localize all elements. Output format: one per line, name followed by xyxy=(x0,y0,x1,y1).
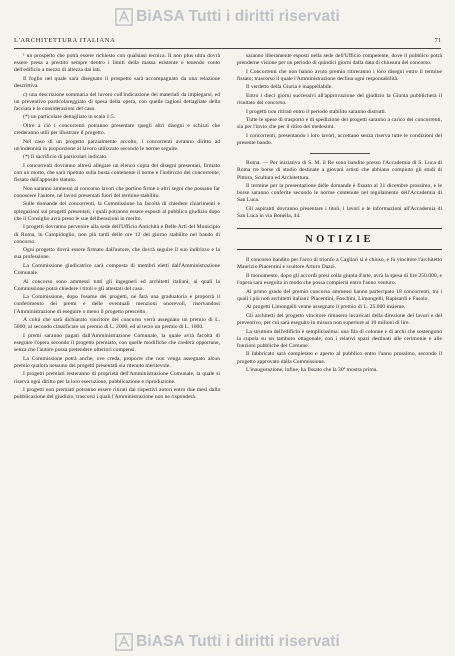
paragraph: I progetti premiati resteranno di proprietà dell'Amministrazione Comunale, la quale si riserva ogni diritto per la loro esecuzione, pubblicazione e riproduzione. xyxy=(14,371,220,385)
paragraph: c) una descrizione sommaria del lavoro coll'indicazione dei materiali da impiegarsi, ed un preventivo particolareggiato di spesa della opera, con quelle ragioni dettagliate della facciata e le considerazioni del caso. xyxy=(14,91,220,112)
paragraph: Ogni progetto dovrà essere firmato dall'autore, che dovrà seguire il suo indirizzo e la sua professione. xyxy=(14,247,220,261)
paragraph: Non saranno ammessi al concorso lavori che portino firme o altri segni che possano far conoscere l'autore, né lavori presentati fuori del termine stabilito. xyxy=(14,185,220,199)
paragraph: ¹ un prospetto che potrà essere richiesto con qualsiasi tecnica. Il non plus ultra dovrà essere presa a prestito sempre dentro i limiti della massa esistente e tenendo conto dell'edificio a mezzo di altezza dai lati. xyxy=(14,53,220,74)
paragraph: I progetti non premiati potranno essere ritirati dai rispettivi autori entro due mesi dalla pubblicazione del giudizio, trascorsi i quali l'Amministrazione non ne risponderà. xyxy=(14,387,220,401)
paragraph: A colui che sarà dichiarato vincitore del concorso verrà assegnato un premio di L. 5000; al secondo classificato un premio di L. 2000, ed al terzo un premio di L. 1000. xyxy=(14,317,220,331)
paragraph: (*) Il sacrificio di particolari indicato. xyxy=(23,154,108,161)
biasa-logo-icon xyxy=(115,633,133,651)
paragraph: Il verdetto della Giuria è inappellabile. xyxy=(246,84,333,91)
news-paragraph: Il concorso bandito per l'arco di trionfo a Cagliari si è chiuso, e fu vincitore l'architetto Maurizio Piacentini e scultore Arturo Dazzi. xyxy=(237,257,442,271)
paragraph: Tutte le spese di trasporto e di spedizione dei progetti saranno a carico dei concorrenti, sia per l'invio che per il ritiro dei medesimi. xyxy=(237,117,442,131)
watermark-bottom xyxy=(0,628,455,655)
paragraph: I premi saranno pagati dall'Amministrazione Comunale, la quale avrà facoltà di eseguire l'opera secondo il progetto premiato, con quelle modifiche che crederà opportune, senza che l'autore possa pretendere ulteriori compensi. xyxy=(14,332,220,354)
right-column xyxy=(237,53,442,623)
paragraph: Al concorso sono ammessi tutti gli ingegneri ed architetti italiani, ai quali la Commissione potrà chiedere i titoli e gli attestati del caso. xyxy=(14,278,220,292)
left-column xyxy=(14,53,220,623)
paragraph: I concorrenti, presentando i loro lavori, accettano senza riserva tutte le condizioni del presente bando. xyxy=(237,132,442,147)
section-divider xyxy=(310,153,370,154)
notizie-rule-bottom xyxy=(237,249,442,250)
paragraph: Il foglio nel quale sarà disegnato il prospetto sarà accompagnato da una relazione descrittiva. xyxy=(14,75,220,90)
section-heading: NOTIZIE xyxy=(305,234,374,246)
paragraph: I progetti dovranno pervenire alla sede dell'Ufficio Antichità e Belle Arti del Municipio di Roma, in Campidoglio, non più tardi delle ore 12 del giorno stabilito nel bando di concorso. xyxy=(14,224,220,245)
header-rule xyxy=(14,48,441,49)
news-paragraph: Roma. — Per iniziativa di S. M. il Re sono bandite presso l'Accademia di S. Luca di Roma tre borse di studio destinate a giovani artisti che abbiano compiuto gli studi di Pittura, Scultura ed Architettura. xyxy=(237,160,442,181)
page-number: 71 xyxy=(434,37,441,44)
watermark-top xyxy=(0,3,455,30)
paragraph: Oltre a ciò i concorrenti potranno presentare quegli altri disegni e schizzi che crederanno utili per illustrare il progetto. xyxy=(14,122,220,137)
journal-title: L'ARCHITETTURA ITALIANA xyxy=(14,37,116,44)
news-paragraph: Il termine per la presentazione delle domande è fissato al 31 dicembre prossimo, e le borse saranno conferite secondo le norme contenute nel regolamento dell'Accademia di San Luca. xyxy=(237,183,442,204)
paragraph: I progetti non ritirati entro il periodo stabilito saranno distrutti. xyxy=(246,108,387,115)
news-paragraph: Gli architetti del progetto vincitore rimasero incaricati della direzione dei lavori e del preventivo, per cui sarà eseguito in misura non superiore ai 10 milioni di lire. xyxy=(237,312,442,327)
paragraph: saranno liberamente esposti nella sede dell'Ufficio competente, dove il pubblico potrà prenderne visione per un periodo di quindici giorni dalla data di chiusura del concorso. xyxy=(237,53,442,67)
paragraph: Sulle domande dei concorrenti, la Commissione ha facoltà di chiedere chiarimenti e spiegazioni sui progetti presentati, i quali potranno essere esposti al pubblico giudizio dopo che il Consiglio avrà preso le sue deliberazioni in merito. xyxy=(14,201,220,222)
news-paragraph: L'inaugurazione, infine, ha fissato che la 30ª mostra prima. xyxy=(246,367,378,374)
watermark-text: BiASA Tutti i diritti riservati xyxy=(136,7,340,25)
news-paragraph: Gli aspiranti dovranno presentare i titoli, i lavori e le informazioni all'Accademia di San Luca in via Bonella, 44. xyxy=(237,205,442,220)
paragraph: La Commissione potrà anche, ove creda, proporre che non venga assegnato alcun premio qualora nessuno dei progetti presentati sia ritenuto meritevole. xyxy=(14,355,220,369)
news-paragraph: Il monumento, dopo gli accordi presi colla giunta d'arte, avrà la spesa di lire 250.000, e l'opera sarà eseguita in modo che possa compiersi entro l'anno venturo. xyxy=(237,272,442,287)
news-paragraph: Il fabbricato sarà completato e aperto al pubblico entro l'anno prossimo, secondo il progetto approvato dalla Commissione. xyxy=(237,351,442,365)
news-paragraph: La struttura dell'edificio è semplicissima: una fila di colonne e di archi che sostengono la cupola su un tamburo ottagonale, con i relativi spazi destinati alle cerimonie e alle funzioni pubbliche del Comune. xyxy=(237,328,442,349)
notizie-section-header xyxy=(237,228,442,250)
running-head xyxy=(14,35,441,47)
biasa-logo-icon xyxy=(115,8,133,26)
paragraph: Entro i dieci giorni successivi all'approvazione del giudizio la Giunta pubblicherà il risultato del concorso. xyxy=(237,92,442,107)
news-paragraph: Ai progetti Limongelli venne assegnato il premio di L. 25.000 insieme. xyxy=(246,304,406,311)
watermark-text: BiASA Tutti i diritti riservati xyxy=(136,632,340,650)
paragraph: I Concorrenti che non hanno avuto premio ritireranno i loro disegni entro il termine fissato; trascorso il quale l'Amministrazione declina ogni responsabilità. xyxy=(237,68,442,82)
paragraph: (*) un particolare dettagliato in scala 1:5. xyxy=(23,114,116,121)
paragraph: La Commissione, dopo l'esame dei progetti, ne farà una graduatoria e proporrà il conferimento dei premi e delle eventuali menzioni onorevoli, riservandosi l'Amministrazione di eseguire o meno il progetto prescelto. xyxy=(14,294,220,315)
paragraph: I concorrenti dovranno altresì allegare un elenco copia dei disegni presentati, firmato con un motto, che sarà ripetuto sulla busta contenente il nome e l'indirizzo del concorrente, fissato dall'apposito statuto. xyxy=(14,162,220,184)
paragraph: La Commissione giudicatrice sarà composta di membri eletti dall'Amministrazione Comunale. xyxy=(14,262,220,277)
paragraph: Nel caso di un progetto parzialmente accolto, i concorrenti avranno diritto ad un'indennità in proporzione al lavoro utilizzato secondo le norme seguite. xyxy=(14,138,220,152)
news-paragraph: Al primo grado del premio concorso ammessi hanno partecipato 18 concorrenti, tra i quali i più noti architetti italiani: Piacentini, Foschini, Limongelli, Rapisardi e Fasolo. xyxy=(237,288,442,302)
